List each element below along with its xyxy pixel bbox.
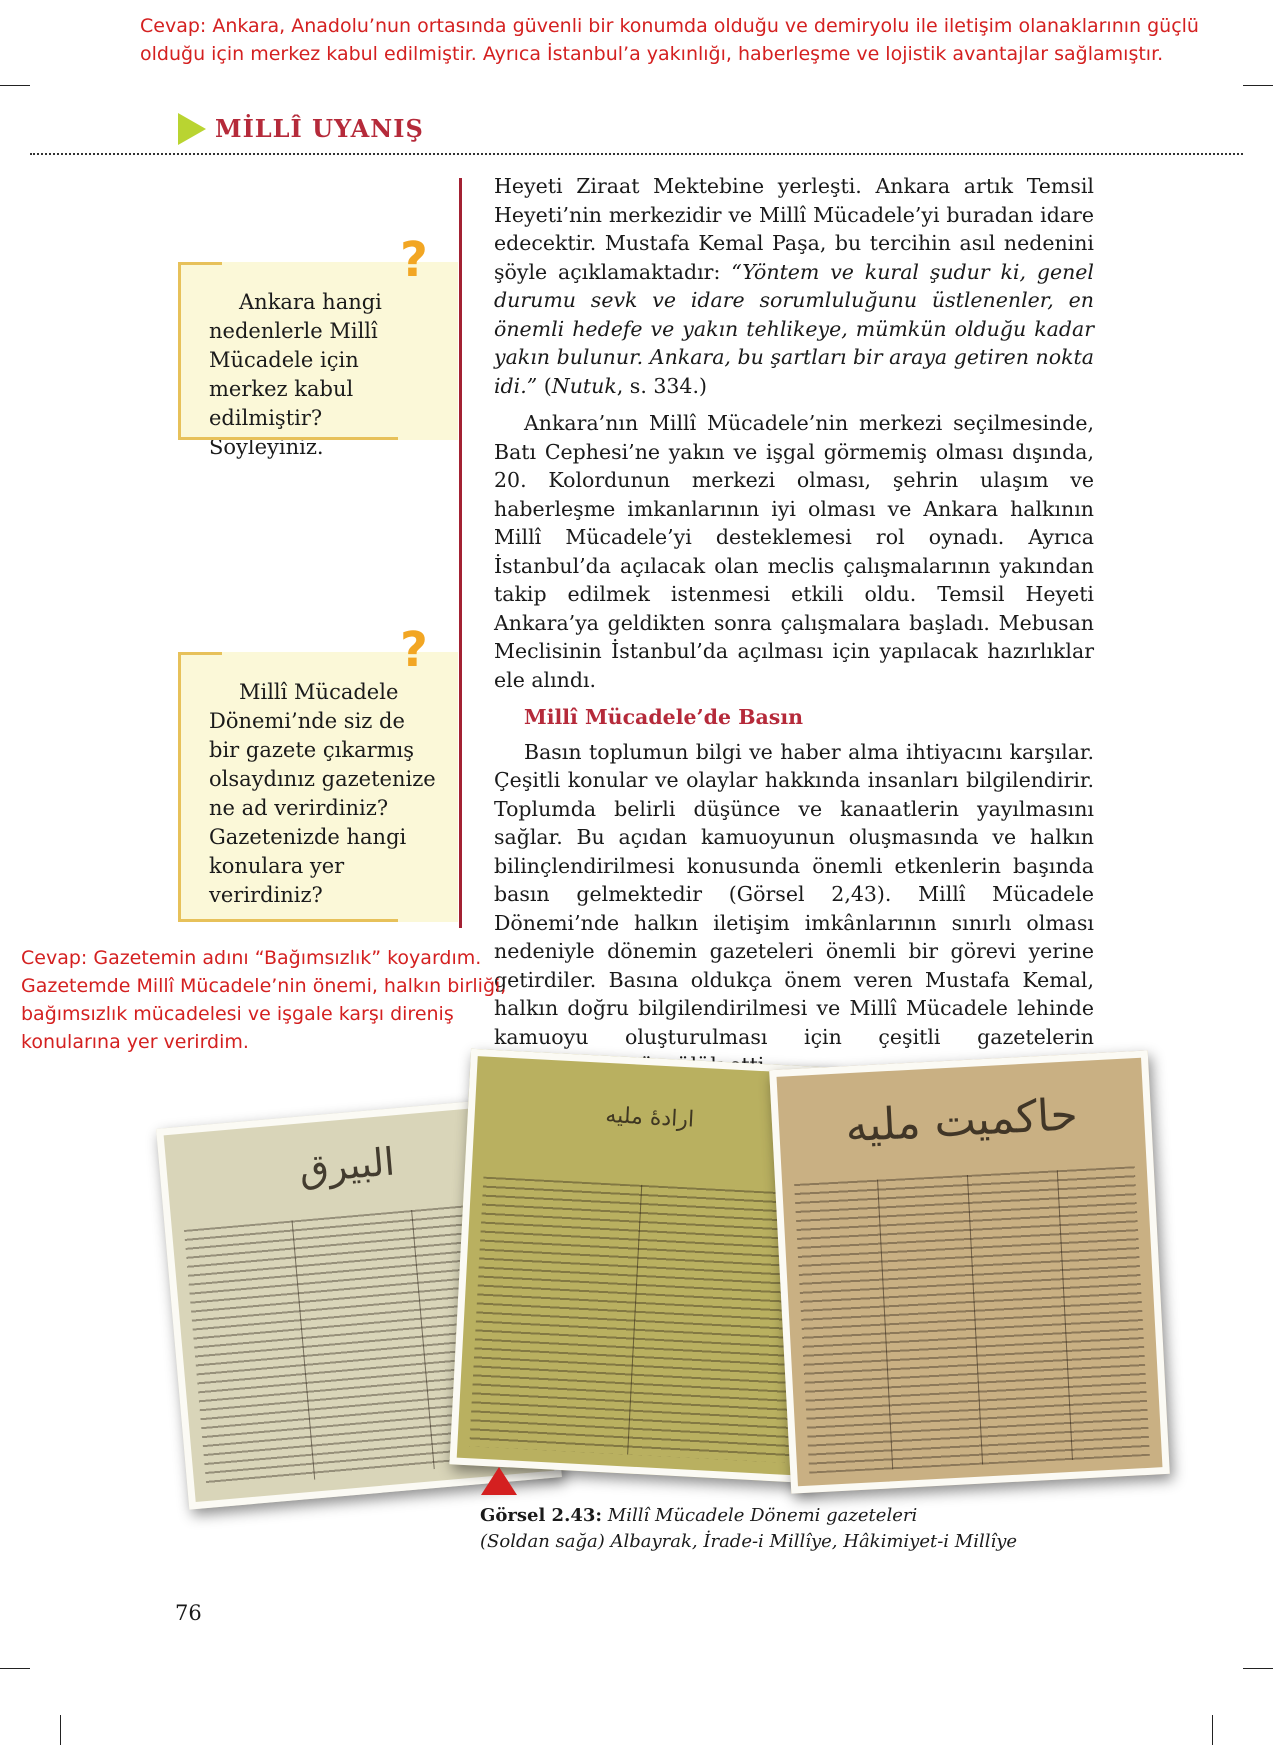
answer-line: olduğu için merkez kabul edilmiştir. Ayrıca İstanbul’a yakınlığı, haberleşme ve lojistik avantajlar sağlamıştır. — [140, 43, 1164, 65]
question-mark-icon: ? — [400, 232, 428, 288]
figure-caption — [480, 1503, 1017, 1555]
subheading: Millî Mücadele’de Basın — [524, 705, 804, 729]
question-mark-icon: ? — [400, 622, 428, 678]
reference-open: ( — [537, 373, 552, 398]
body-paragraph-1 — [494, 172, 1094, 400]
body-paragraph-3: Basın toplumun bilgi ve haber alma ihtiyacını karşılar. Çeşitli konular ve olaylar hakkında insanları bilgilendirir. Toplumda belirli düşünce ve kanaatlerin yayılmasını sağlar. Bu açıdan kamuoyunun oluşmasında ve halkın bilinçlendirilmesi konusunda önemli etkenlerin başında basın gelmektedir (Görsel 2,43). Millî Mücadele Dönemi’nde halkın iletişim imkânlarının sınırlı olması nedeniyle dönemin gazeteleri önemli bir görevi yerine getirdiler. Basına oldukça önem veren Mustafa Kemal, halkın doğru bilgilendirilmesi ve Millî Mücadele lehinde kamuoyu oluşturulması için çeşitli gazetelerin — [494, 739, 1094, 1049]
question-box-2 — [178, 652, 458, 922]
question-text: Millî Mücadele Dönemi’nde siz de bir gazete çıkarmış olsaydınız gazetenize ne ad verirdiniz? Gazetenizde hangi konulara yer verirdiniz? — [209, 680, 436, 907]
crop-mark — [1243, 1668, 1273, 1669]
reference-rest: , s. 334.) — [616, 373, 707, 398]
nutuk-quote: “Yöntem ve kural şudur ki, genel durumu sevk ve idare sorumluluğunu üstlenenler, en önemli hedefe ve yakın tehlikeye, mümkün olduğu kadar yakın bulunur. Ankara, bu şartları bir araya getiren nokta idi.” — [494, 259, 1094, 398]
newspaper-masthead: ارادۀ ملیه — [604, 1102, 695, 1133]
crop-mark — [0, 85, 30, 86]
crop-mark — [60, 1715, 61, 1745]
crop-mark — [1243, 85, 1273, 86]
body-paragraph-2: Ankara’nın Millî Mücadele’nin merkezi seçilmesinde, Batı Cephesi’ne yakın ve işgal görmemiş olması dışında, 20. Kolordunun merkezi olması, şehrin ulaşım ve haberleşme imkanlarının iyi olması ve Ankara halkının Millî Mücadele’yi desteklemesi rol oynadı. Ayrıca İstanbul’da açılacak olan meclis çalışmalarının yakından takip edilmek istenmesi etkili oldu. Temsil Heyeti Ankara’ya geldikten sonra çalışmalara başladı. Mebusan Meclisinin İstanbul’da açılması için yapılacak hazırlıklar ele alındı. — [494, 411, 1094, 692]
answer-top — [140, 12, 1199, 68]
page-number: 76 — [175, 1601, 202, 1625]
column-divider — [459, 178, 462, 928]
crop-mark — [0, 1668, 30, 1669]
answer-line: Cevap: Ankara, Anadolu’nun ortasında güvenli bir konumda olduğu ve demiryolu ile iletişim olanaklarının güçlü — [140, 15, 1199, 37]
question-text: Ankara hangi nedenlerle Millî Mücadele için merkez kabul edilmiştir? Söyleyiniz. — [209, 290, 382, 459]
header-dotted-rule — [30, 153, 1243, 155]
caption-text: Millî Mücadele Dönemi gazeteleri — [607, 1505, 918, 1526]
question-box-1 — [178, 262, 458, 459]
crop-mark — [1212, 1715, 1213, 1745]
body-column — [494, 172, 1094, 1089]
caption-line-1 — [480, 1503, 1017, 1529]
answer-line: Gazetemde Millî Mücadele’nin önemi, halkın birliği, — [21, 975, 507, 997]
caption-line-2: (Soldan sağa) Albayrak, İrade-i Millîye, Hâkimiyet-i Millîye — [480, 1531, 1018, 1552]
answer-line: bağımsızlık mücadelesi ve işgale karşı direniş — [21, 1003, 454, 1025]
newspaper-masthead: البيرق — [297, 1139, 397, 1192]
newspaper-hakimiyet-i-milliye-image — [769, 1050, 1170, 1493]
newspaper-masthead: حاكمیت ملیه — [844, 1089, 1079, 1153]
answer-left — [21, 944, 506, 1056]
header-arrow-icon — [178, 113, 206, 145]
reference-title: Nutuk — [551, 373, 617, 398]
page-section-title: MİLLÎ UYANIŞ — [215, 114, 424, 143]
paragraph-text: Heyeti Ziraat Mektebine yerleşti. Ankara artık Temsil Heyeti’nin merkezidir ve Millî Mücadele’yi buradan idare edecektir. Mustafa Kemal Paşa, bu tercihin asıl nedenini şöyle açıklamaktadır: — [494, 174, 1094, 284]
answer-line: Cevap: Gazetemin adını “Bağımsızlık” koyardım. — [21, 947, 482, 969]
newspaper-text-lines — [794, 1166, 1150, 1473]
caption-label: Görsel 2.43: — [480, 1505, 603, 1526]
answer-line: konularına yer verirdim. — [21, 1031, 249, 1053]
caption-pointer-icon — [481, 1467, 517, 1495]
